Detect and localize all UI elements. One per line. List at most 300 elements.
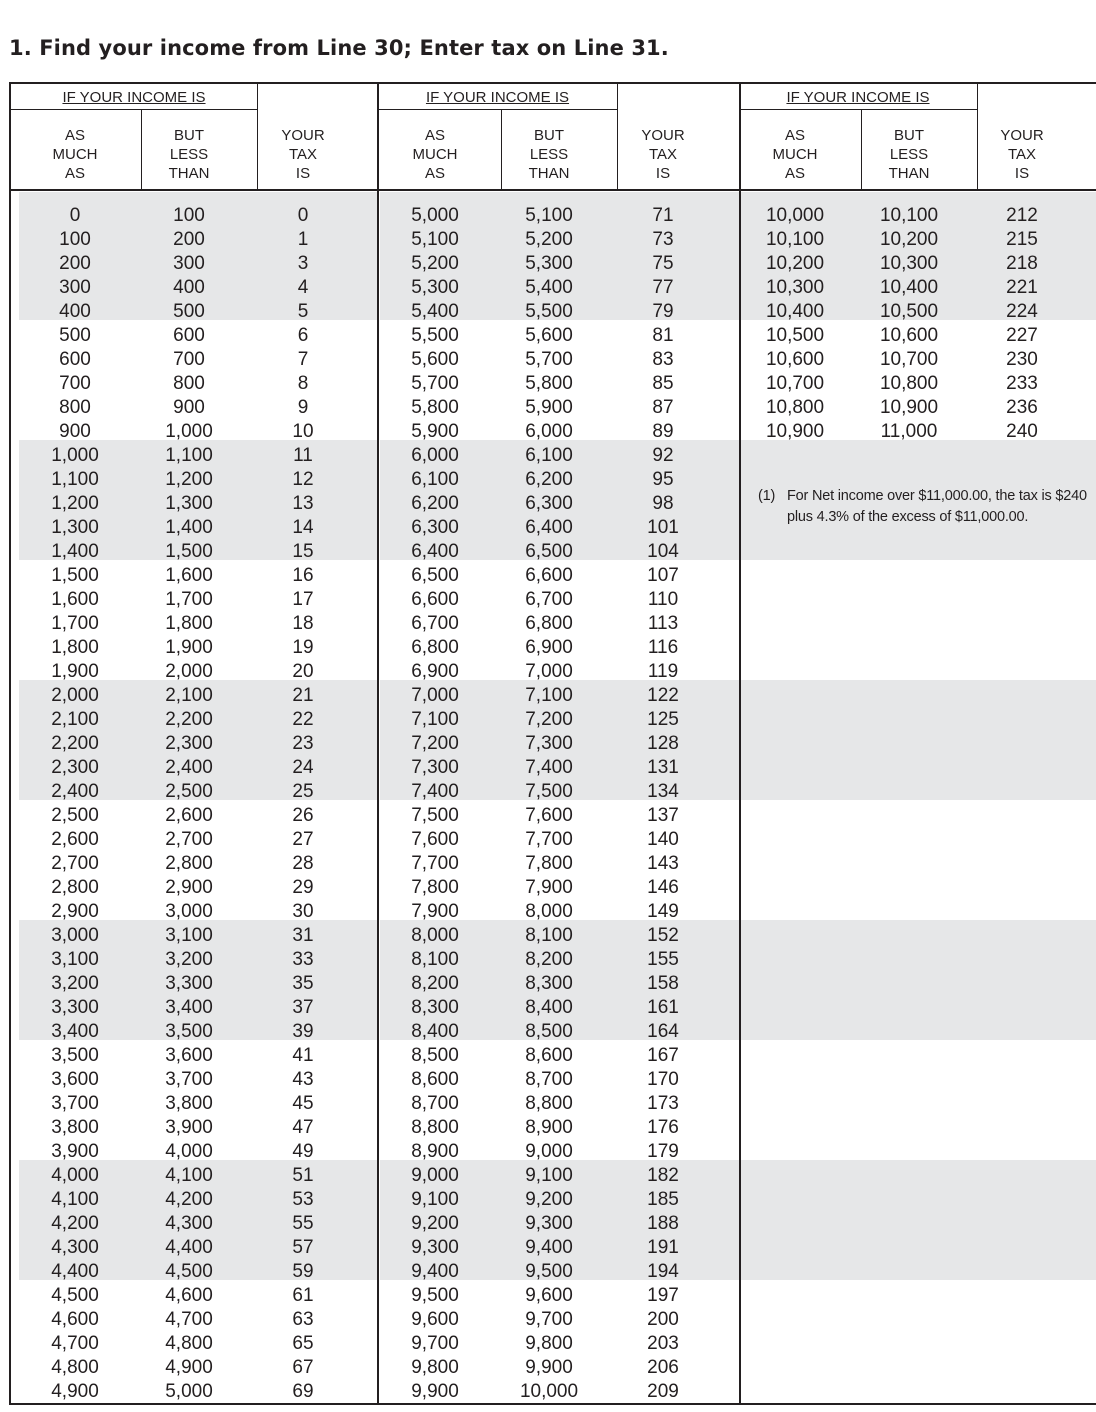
income-from-cell: 3,200 [51,973,99,994]
col-header-but-less-than: BUT LESS THAN [888,127,930,182]
income-to-cell: 3,300 [165,973,213,994]
income-from-cell: 1,100 [51,469,99,490]
income-to-cell: 6,600 [525,565,573,586]
income-to-cell: 4,100 [165,1165,213,1186]
income-to-cell: 5,300 [525,253,573,274]
income-from-cell: 5,600 [411,349,459,370]
group-label-rule [378,109,617,110]
income-to-cell: 11,000 [880,421,938,442]
income-to-cell: 1,500 [165,541,213,562]
income-to-cell: 10,900 [879,397,939,418]
income-to-cell: 9,500 [525,1261,573,1282]
tax-cell: 128 [647,733,679,754]
table-row [0,1140,1096,1164]
income-from-cell: 10,800 [765,397,825,418]
income-to-cell: 2,500 [165,781,213,802]
income-from-cell: 2,600 [51,829,99,850]
income-from-cell: 3,800 [51,1117,99,1138]
income-from-cell: 7,100 [411,709,459,730]
tax-cell: 61 [292,1285,314,1306]
income-from-cell: 8,300 [411,997,459,1018]
table-row [0,324,1096,348]
income-from-cell: 7,900 [411,901,459,922]
income-to-cell: 6,100 [525,445,573,466]
footnote-text: For Net income over $11,000.00, the tax is $240 plus 4.3% of the excess of $11,000.00. [787,488,1087,525]
tax-cell: 18 [292,613,314,634]
tax-cell: 77 [652,277,674,298]
tax-cell: 152 [647,925,679,946]
tax-cell: 43 [292,1069,314,1090]
income-to-cell: 8,800 [525,1093,573,1114]
tax-cell: 194 [647,1261,679,1282]
income-to-cell: 8,600 [525,1045,573,1066]
income-to-cell: 3,000 [165,901,213,922]
table-row [0,396,1096,420]
tax-cell: 158 [647,973,679,994]
tax-cell: 95 [652,469,674,490]
income-to-cell: 10,000 [519,1381,579,1402]
table-row [0,1188,1096,1212]
table-row [0,204,1096,228]
income-to-cell: 600 [173,325,205,346]
col-header-as-much-as: AS MUCH AS [772,127,818,182]
tax-cell: 12 [292,469,314,490]
footnote-marker: (1) [758,488,776,504]
income-from-cell: 10,500 [765,325,825,346]
income-to-cell: 10,200 [879,229,939,250]
tax-cell: 23 [292,733,314,754]
tax-cell: 16 [292,565,314,586]
income-to-cell: 2,000 [165,661,213,682]
income-to-cell: 7,300 [525,733,573,754]
tax-cell: 45 [292,1093,314,1114]
tax-cell: 179 [647,1141,679,1162]
income-from-cell: 7,200 [411,733,459,754]
tax-cell: 33 [292,949,314,970]
income-from-cell: 4,300 [51,1237,99,1258]
income-from-cell: 1,200 [51,493,99,514]
income-from-cell: 4,000 [51,1165,99,1186]
table-row [0,276,1096,300]
tax-cell: 4 [297,277,309,298]
tax-cell: 221 [1006,277,1038,298]
income-from-cell: 3,300 [51,997,99,1018]
income-from-cell: 1,800 [51,637,99,658]
income-from-cell: 2,500 [51,805,99,826]
income-from-cell: 6,500 [411,565,459,586]
tax-cell: 24 [292,757,314,778]
income-to-cell: 200 [173,229,205,250]
income-to-cell: 5,900 [525,397,573,418]
tax-cell: 69 [292,1381,314,1402]
table-row [0,828,1096,852]
income-to-cell: 4,800 [165,1333,213,1354]
income-from-cell: 6,300 [411,517,459,538]
income-from-cell: 6,100 [411,469,459,490]
tax-cell: 89 [652,421,674,442]
income-to-cell: 2,400 [165,757,213,778]
income-from-cell: 4,800 [51,1357,99,1378]
table-row [0,924,1096,948]
income-to-cell: 900 [173,397,205,418]
tax-cell: 9 [297,397,309,418]
income-to-cell: 8,700 [525,1069,573,1090]
income-to-cell: 4,300 [165,1213,213,1234]
table-row [0,1068,1096,1092]
income-from-cell: 5,000 [411,205,459,226]
tax-cell: 30 [292,901,314,922]
income-from-cell: 5,900 [411,421,459,442]
income-from-cell: 3,600 [51,1069,99,1090]
tax-cell: 116 [647,637,679,658]
income-to-cell: 8,300 [525,973,573,994]
tax-cell: 21 [292,685,314,706]
tax-cell: 113 [647,613,679,634]
income-to-cell: 3,600 [165,1045,213,1066]
income-from-cell: 9,300 [411,1237,459,1258]
income-to-cell: 3,200 [165,949,213,970]
col-header-your-tax-is: YOUR TAX IS [1000,127,1044,182]
tax-cell: 71 [652,205,674,226]
table-row [0,636,1096,660]
table-row [0,1236,1096,1260]
tax-cell: 188 [647,1213,679,1234]
income-from-cell: 100 [59,229,91,250]
tax-cell: 197 [647,1285,679,1306]
tax-cell: 49 [292,1141,314,1162]
income-from-cell: 2,800 [51,877,99,898]
table-row [0,252,1096,276]
income-from-cell: 8,800 [411,1117,459,1138]
tax-cell: 215 [1006,229,1038,250]
income-from-cell: 500 [59,325,91,346]
income-to-cell: 4,700 [165,1309,213,1330]
income-to-cell: 9,400 [525,1237,573,1258]
table-row [0,876,1096,900]
group-header-income: IF YOUR INCOME IS [425,89,570,106]
tax-cell: 15 [292,541,314,562]
tax-cell: 134 [647,781,679,802]
table-row [0,1020,1096,1044]
col-header-as-much-as: AS MUCH AS [412,127,458,182]
group-label-rule [739,109,977,110]
income-to-cell: 4,900 [165,1357,213,1378]
table-row [0,1284,1096,1308]
income-from-cell: 600 [59,349,91,370]
income-to-cell: 100 [173,205,205,226]
income-from-cell: 1,500 [51,565,99,586]
income-to-cell: 7,800 [525,853,573,874]
tax-cell: 19 [292,637,314,658]
income-to-cell: 700 [173,349,205,370]
income-from-cell: 8,400 [411,1021,459,1042]
income-from-cell: 1,000 [51,445,99,466]
tax-cell: 170 [647,1069,679,1090]
tax-cell: 200 [647,1309,679,1330]
income-from-cell: 5,200 [411,253,459,274]
income-from-cell: 6,800 [411,637,459,658]
table-row [0,1164,1096,1188]
income-to-cell: 7,200 [525,709,573,730]
income-from-cell: 4,400 [51,1261,99,1282]
tax-cell: 39 [292,1021,314,1042]
tax-cell: 26 [292,805,314,826]
tax-cell: 176 [647,1117,679,1138]
tax-cell: 8 [297,373,309,394]
income-from-cell: 6,900 [411,661,459,682]
table-row [0,540,1096,564]
income-to-cell: 8,200 [525,949,573,970]
tax-cell: 212 [1006,205,1038,226]
income-to-cell: 6,900 [525,637,573,658]
income-from-cell: 1,900 [51,661,99,682]
tax-cell: 22 [292,709,314,730]
income-from-cell: 10,200 [765,253,825,274]
income-from-cell: 800 [59,397,91,418]
income-from-cell: 4,200 [51,1213,99,1234]
income-to-cell: 6,400 [525,517,573,538]
group-header-income: IF YOUR INCOME IS [786,89,930,106]
income-from-cell: 5,300 [411,277,459,298]
income-from-cell: 5,100 [411,229,459,250]
tax-cell: 146 [647,877,679,898]
income-to-cell: 5,400 [525,277,573,298]
income-from-cell: 7,000 [411,685,459,706]
income-from-cell: 10,100 [765,229,825,250]
income-to-cell: 3,500 [165,1021,213,1042]
tax-cell: 131 [647,757,679,778]
tax-cell: 17 [292,589,314,610]
income-to-cell: 8,400 [525,997,573,1018]
income-to-cell: 7,900 [525,877,573,898]
income-to-cell: 300 [173,253,205,274]
income-from-cell: 4,600 [51,1309,99,1330]
income-to-cell: 400 [173,277,205,298]
tax-cell: 75 [652,253,674,274]
table-row [0,780,1096,804]
income-from-cell: 9,000 [411,1165,459,1186]
income-to-cell: 5,800 [525,373,573,394]
income-from-cell: 3,900 [51,1141,99,1162]
income-from-cell: 1,300 [51,517,99,538]
tax-cell: 104 [647,541,679,562]
tax-cell: 35 [292,973,314,994]
income-from-cell: 10,300 [765,277,825,298]
tax-cell: 125 [647,709,679,730]
tax-cell: 110 [647,589,679,610]
income-from-cell: 8,200 [411,973,459,994]
income-to-cell: 6,500 [525,541,573,562]
income-to-cell: 5,700 [525,349,573,370]
tax-cell: 53 [292,1189,314,1210]
income-to-cell: 7,600 [525,805,573,826]
income-from-cell: 1,600 [51,589,99,610]
table-row [0,612,1096,636]
income-from-cell: 5,700 [411,373,459,394]
income-from-cell: 8,900 [411,1141,459,1162]
income-to-cell: 6,300 [525,493,573,514]
tax-cell: 164 [647,1021,679,1042]
income-to-cell: 2,300 [165,733,213,754]
income-to-cell: 7,400 [525,757,573,778]
income-from-cell: 7,400 [411,781,459,802]
income-to-cell: 2,700 [165,829,213,850]
income-to-cell: 2,800 [165,853,213,874]
income-from-cell: 9,100 [411,1189,459,1210]
tax-cell: 119 [647,661,679,682]
income-to-cell: 1,900 [165,637,213,658]
tax-cell: 161 [647,997,679,1018]
tax-cell: 236 [1006,397,1038,418]
income-from-cell: 2,400 [51,781,99,802]
table-row [0,804,1096,828]
table-row [0,1116,1096,1140]
income-from-cell: 8,100 [411,949,459,970]
income-from-cell: 8,600 [411,1069,459,1090]
income-from-cell: 4,100 [51,1189,99,1210]
income-from-cell: 9,500 [411,1285,459,1306]
tax-cell: 73 [652,229,674,250]
tax-cell: 11 [293,445,313,466]
income-from-cell: 7,600 [411,829,459,850]
income-from-cell: 8,500 [411,1045,459,1066]
col-header-your-tax-is: YOUR TAX IS [641,127,685,182]
tax-cell: 227 [1006,325,1038,346]
income-to-cell: 9,700 [525,1309,573,1330]
income-from-cell: 2,900 [51,901,99,922]
income-from-cell: 4,500 [51,1285,99,1306]
income-to-cell: 5,200 [525,229,573,250]
group-header-income: IF YOUR INCOME IS [62,89,206,106]
tax-cell: 85 [652,373,674,394]
income-from-cell: 4,700 [51,1333,99,1354]
tax-cell: 122 [647,685,679,706]
income-to-cell: 1,100 [165,445,213,466]
tax-cell: 20 [292,661,314,682]
tax-cell: 81 [652,325,674,346]
table-row [0,1332,1096,1356]
income-to-cell: 4,600 [165,1285,213,1306]
tax-cell: 41 [292,1045,314,1066]
table-row [0,948,1096,972]
tax-cell: 7 [297,349,309,370]
tax-cell: 63 [292,1309,314,1330]
tax-cell: 59 [292,1261,314,1282]
income-to-cell: 7,000 [525,661,573,682]
table-row [0,900,1096,924]
tax-cell: 5 [297,301,309,322]
income-to-cell: 4,500 [165,1261,213,1282]
income-from-cell: 3,500 [51,1045,99,1066]
income-from-cell: 10,600 [765,349,825,370]
tax-cell: 37 [292,997,314,1018]
income-from-cell: 10,400 [765,301,825,322]
tax-cell: 14 [292,517,314,538]
tax-cell: 140 [647,829,679,850]
income-to-cell: 2,100 [165,685,213,706]
income-to-cell: 7,500 [525,781,573,802]
income-to-cell: 10,800 [879,373,939,394]
tax-cell: 107 [647,565,679,586]
income-from-cell: 3,400 [51,1021,99,1042]
income-from-cell: 9,600 [411,1309,459,1330]
income-to-cell: 7,100 [525,685,573,706]
income-from-cell: 3,700 [51,1093,99,1114]
table-row [0,756,1096,780]
income-to-cell: 2,200 [165,709,213,730]
tax-cell: 0 [297,205,309,226]
header-rule [9,189,1096,191]
income-from-cell: 2,100 [51,709,99,730]
income-from-cell: 6,400 [411,541,459,562]
income-to-cell: 800 [173,373,205,394]
income-from-cell: 5,500 [411,325,459,346]
income-from-cell: 6,000 [411,445,459,466]
income-from-cell: 300 [59,277,91,298]
tax-cell: 143 [647,853,679,874]
income-to-cell: 10,400 [879,277,939,298]
tax-cell: 47 [292,1117,314,1138]
tax-cell: 203 [647,1333,679,1354]
income-from-cell: 2,200 [51,733,99,754]
income-from-cell: 1,400 [51,541,99,562]
table-row [0,564,1096,588]
income-to-cell: 9,800 [525,1333,573,1354]
tax-cell: 218 [1006,253,1038,274]
table-row [0,1212,1096,1236]
income-from-cell: 900 [59,421,91,442]
income-to-cell: 10,300 [879,253,939,274]
tax-cell: 6 [297,325,309,346]
income-to-cell: 8,900 [525,1117,573,1138]
col-header-as-much-as: AS MUCH AS [52,127,98,182]
table-row [0,348,1096,372]
income-to-cell: 6,200 [525,469,573,490]
table-row [0,972,1096,996]
tax-cell: 65 [292,1333,314,1354]
income-from-cell: 9,700 [411,1333,459,1354]
income-from-cell: 9,200 [411,1213,459,1234]
income-from-cell: 10,700 [765,373,825,394]
table-row [0,1260,1096,1284]
tax-cell: 13 [292,493,314,514]
table-row [0,660,1096,684]
income-from-cell: 7,800 [411,877,459,898]
income-to-cell: 9,300 [525,1213,573,1234]
tax-cell: 27 [292,829,314,850]
income-to-cell: 3,700 [165,1069,213,1090]
income-to-cell: 4,000 [165,1141,213,1162]
table-row [0,1356,1096,1380]
income-from-cell: 3,100 [51,949,99,970]
income-to-cell: 9,200 [525,1189,573,1210]
tax-cell: 83 [652,349,674,370]
table-row [0,684,1096,708]
income-from-cell: 9,900 [411,1381,459,1402]
income-to-cell: 6,700 [525,589,573,610]
income-from-cell: 7,700 [411,853,459,874]
tax-cell: 29 [292,877,314,898]
tax-cell: 67 [292,1357,314,1378]
income-from-cell: 4,900 [51,1381,99,1402]
income-to-cell: 5,500 [525,301,573,322]
income-from-cell: 9,800 [411,1357,459,1378]
income-to-cell: 10,500 [879,301,939,322]
tax-cell: 149 [647,901,679,922]
tax-cell: 101 [647,517,679,538]
income-to-cell: 1,700 [165,589,213,610]
income-to-cell: 6,000 [525,421,573,442]
